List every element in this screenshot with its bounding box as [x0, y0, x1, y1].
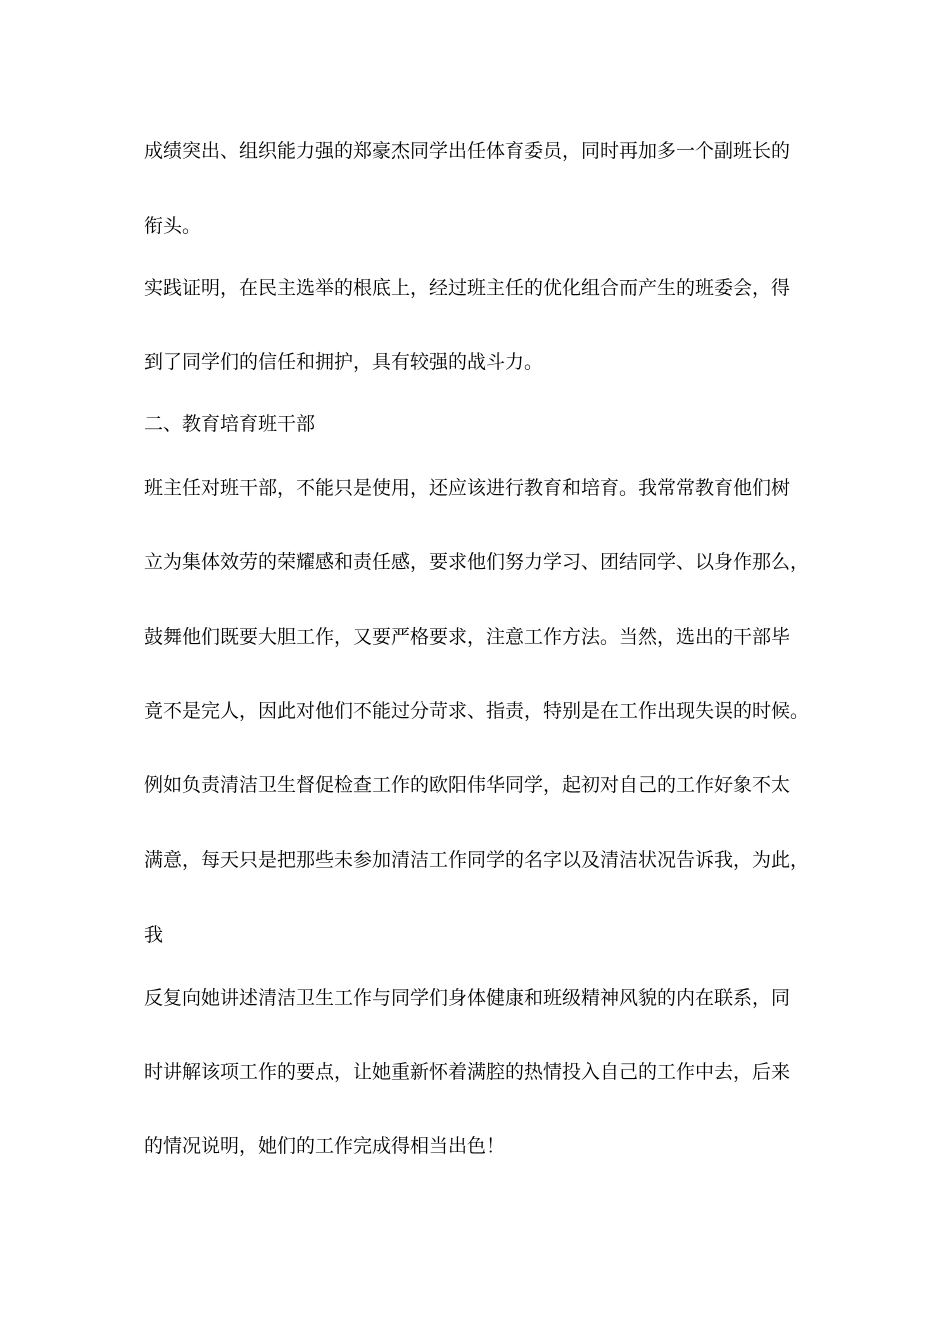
paragraph-line: 例如负责清洁卫生督促检查工作的欧阳伟华同学，起初对自己的工作好象不太 — [144, 774, 791, 796]
paragraph-line: 衔头。 — [144, 215, 202, 237]
paragraph-line: 立为集体效劳的荣耀感和责任感，要求他们努力学习、团结同学、以身作那么， — [144, 551, 810, 573]
paragraph-line: 班主任对班干部，不能只是使用，还应该进行教育和培育。我常常教育他们树 — [144, 477, 791, 499]
paragraph-line: 我 — [144, 924, 164, 946]
paragraph-line: 时讲解该项工作的要点，让她重新怀着满腔的热情投入自己的工作中去，后来 — [144, 1061, 791, 1083]
paragraph-line: 竟不是完人，因此对他们不能过分苛求、指责，特别是在工作出现失误的时候。 — [144, 700, 810, 722]
paragraph-line: 满意，每天只是把那些未参加清洁工作同学的名字以及清洁状况告诉我，为此， — [144, 849, 810, 871]
paragraph-line: 实践证明，在民主选举的根底上，经过班主任的优化组合而产生的班委会，得 — [144, 277, 791, 299]
paragraph-line: 鼓舞他们既要大胆工作，又要严格要求，注意工作方法。当然，选出的干部毕 — [144, 626, 791, 648]
paragraph-line: 到了同学们的信任和拥护，具有较强的战斗力。 — [144, 351, 544, 373]
paragraph-line: 成绩突出、组织能力强的郑豪杰同学出任体育委员，同时再加多一个副班长的 — [144, 140, 791, 162]
paragraph-line: 的情况说明，她们的工作完成得相当出色！ — [144, 1135, 506, 1157]
paragraph-line: 反复向她讲述清洁卫生工作与同学们身体健康和班级精神风貌的内在联系，同 — [144, 987, 791, 1009]
section-heading: 二、教育培育班干部 — [144, 413, 316, 435]
